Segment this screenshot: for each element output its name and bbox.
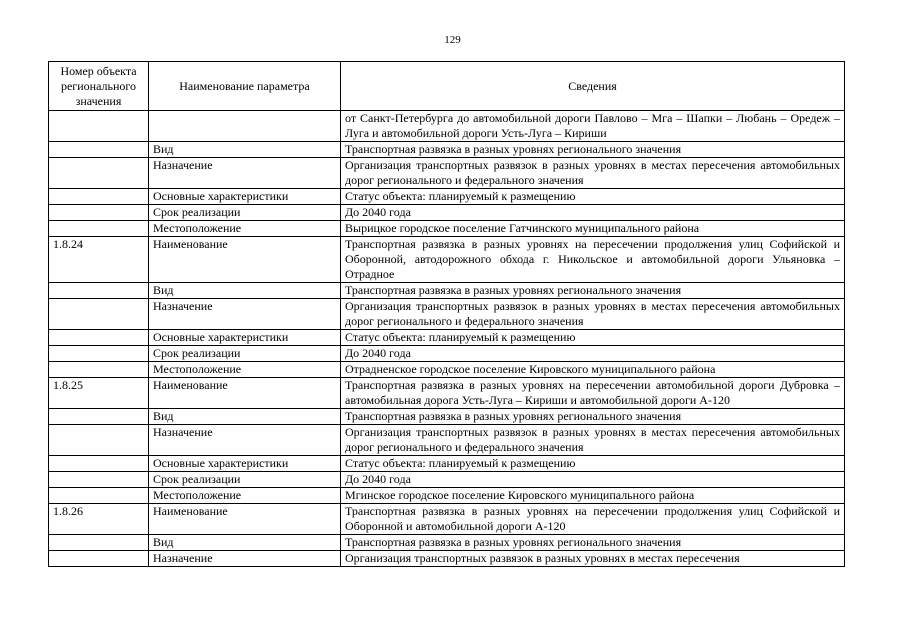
details-cell: Мгинское городское поселение Кировского муниципального района <box>341 488 845 504</box>
object-number-cell <box>49 409 149 425</box>
parameter-name-cell: Наименование <box>149 378 341 409</box>
details-cell: Организация транспортных развязок в разных уровнях в местах пересечения автомобильных дорог регионального и федерального значения <box>341 425 845 456</box>
details-cell: Транспортная развязка в разных уровнях регионального значения <box>341 142 845 158</box>
object-number-cell: 1.8.25 <box>49 378 149 409</box>
object-number-cell <box>49 425 149 456</box>
object-number-cell <box>49 488 149 504</box>
parameter-name-cell: Местоположение <box>149 362 341 378</box>
table-row <box>49 378 845 409</box>
parameter-name-cell: Вид <box>149 535 341 551</box>
object-number-cell <box>49 142 149 158</box>
object-number-cell <box>49 330 149 346</box>
table-row <box>49 425 845 456</box>
parameter-name-cell: Основные характеристики <box>149 330 341 346</box>
table-row <box>49 488 845 504</box>
header-object-number: Номер объекта регионального значения <box>49 62 149 111</box>
details-cell: Организация транспортных развязок в разных уровнях в местах пересечения <box>341 551 845 567</box>
object-number-cell <box>49 111 149 142</box>
parameter-name-cell: Срок реализации <box>149 472 341 488</box>
details-cell: Транспортная развязка в разных уровнях регионального значения <box>341 535 845 551</box>
table-row <box>49 299 845 330</box>
details-cell: Транспортная развязка в разных уровнях регионального значения <box>341 409 845 425</box>
object-number-cell <box>49 362 149 378</box>
details-cell: Транспортная развязка в разных уровнях на пересечении автомобильной дороги Дубровка – автомобильная дорога Усть-Луга – Кириши и автомобильной дороги А-120 <box>341 378 845 409</box>
parameter-name-cell: Местоположение <box>149 488 341 504</box>
table-row <box>49 362 845 378</box>
table-row <box>49 330 845 346</box>
parameter-name-cell: Наименование <box>149 504 341 535</box>
objects-table <box>48 61 845 567</box>
parameter-name-cell: Назначение <box>149 551 341 567</box>
parameter-name-cell: Наименование <box>149 237 341 283</box>
object-number-cell <box>49 189 149 205</box>
object-number-cell: 1.8.26 <box>49 504 149 535</box>
details-cell: Организация транспортных развязок в разных уровнях в местах пересечения автомобильных дорог регионального и федерального значения <box>341 299 845 330</box>
object-number-cell <box>49 158 149 189</box>
details-cell: Статус объекта: планируемый к размещению <box>341 456 845 472</box>
header-parameter-name: Наименование параметра <box>149 62 341 111</box>
table-row <box>49 205 845 221</box>
table-row <box>49 142 845 158</box>
table-row <box>49 504 845 535</box>
object-number-cell <box>49 205 149 221</box>
details-cell: До 2040 года <box>341 205 845 221</box>
details-cell: Транспортная развязка в разных уровнях на пересечении продолжения улиц Софийской и Оборонной и автомобильной дороги А-120 <box>341 504 845 535</box>
table-row <box>49 456 845 472</box>
table-row <box>49 409 845 425</box>
details-cell: Транспортная развязка в разных уровнях регионального значения <box>341 283 845 299</box>
parameter-name-cell: Срок реализации <box>149 346 341 362</box>
parameter-name-cell: Вид <box>149 142 341 158</box>
table-row <box>49 472 845 488</box>
parameter-name-cell: Назначение <box>149 158 341 189</box>
object-number-cell: 1.8.24 <box>49 237 149 283</box>
parameter-name-cell: Основные характеристики <box>149 189 341 205</box>
object-number-cell <box>49 535 149 551</box>
table-row <box>49 189 845 205</box>
details-cell: Статус объекта: планируемый к размещению <box>341 330 845 346</box>
details-cell: До 2040 года <box>341 472 845 488</box>
table-row <box>49 158 845 189</box>
parameter-name-cell: Назначение <box>149 299 341 330</box>
details-cell: До 2040 года <box>341 346 845 362</box>
table-row <box>49 283 845 299</box>
table-row <box>49 237 845 283</box>
table-row <box>49 111 845 142</box>
details-cell: от Санкт-Петербурга до автомобильной дороги Павлово – Мга – Шапки – Любань – Оредеж – Луга и автомобильной дороги Усть-Луга – Кириши <box>341 111 845 142</box>
table-row <box>49 551 845 567</box>
table-body <box>49 111 845 567</box>
page-number: 129 <box>444 34 461 46</box>
details-cell: Транспортная развязка в разных уровнях на пересечении продолжения улиц Софийской и Оборонной, автодорожного обхода г. Никольское и автомобильной дороги Ульяновка – Отрадное <box>341 237 845 283</box>
table-row <box>49 535 845 551</box>
object-number-cell <box>49 472 149 488</box>
table-header-row <box>49 62 845 111</box>
table-row <box>49 346 845 362</box>
object-number-cell <box>49 221 149 237</box>
details-cell: Статус объекта: планируемый к размещению <box>341 189 845 205</box>
parameter-name-cell: Вид <box>149 283 341 299</box>
parameter-name-cell <box>149 111 341 142</box>
parameter-name-cell: Срок реализации <box>149 205 341 221</box>
object-number-cell <box>49 551 149 567</box>
parameter-name-cell: Назначение <box>149 425 341 456</box>
table-row <box>49 221 845 237</box>
object-number-cell <box>49 299 149 330</box>
details-cell: Отрадненское городское поселение Кировского муниципального района <box>341 362 845 378</box>
object-number-cell <box>49 283 149 299</box>
parameter-name-cell: Вид <box>149 409 341 425</box>
parameter-name-cell: Основные характеристики <box>149 456 341 472</box>
parameter-name-cell: Местоположение <box>149 221 341 237</box>
object-number-cell <box>49 456 149 472</box>
object-number-cell <box>49 346 149 362</box>
header-details: Сведения <box>341 62 845 111</box>
details-cell: Организация транспортных развязок в разных уровнях в местах пересечения автомобильных дорог регионального и федерального значения <box>341 158 845 189</box>
details-cell: Вырицкое городское поселение Гатчинского муниципального района <box>341 221 845 237</box>
